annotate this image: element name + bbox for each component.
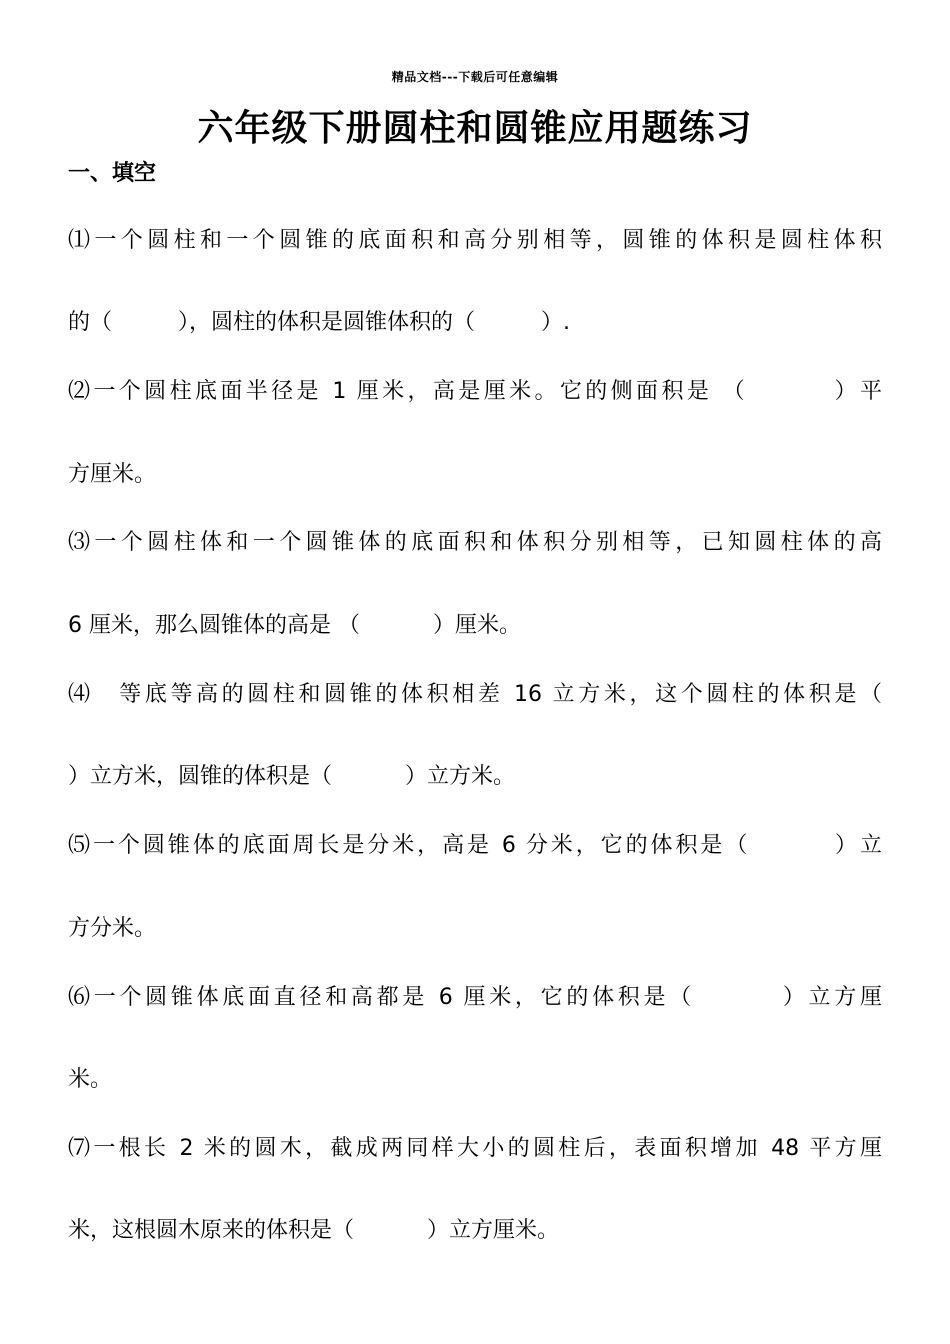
page-title: 六年级下册圆柱和圆锥应用题练习 — [197, 107, 753, 149]
question-4-line-1: ⑷ 等底等高的圆柱和圆锥的体积相差 16 立方米，这个圆柱的体积是（ — [68, 682, 882, 707]
header-note: 精品文档---下载后可任意编辑 — [391, 70, 559, 84]
question-7-line-1: ⑺一根长 2 米的圆木，截成两同样大小的圆柱后，表面积增加 48 平方厘 — [68, 1136, 882, 1161]
question-5-line-2: 方分米。 — [68, 916, 157, 941]
question-1-line-2: 的（ ），圆柱的体积是圆锥体积的（ ）. — [68, 310, 570, 335]
question-1-line-1: ⑴一个圆柱和一个圆锥的底面积和高分别相等，圆锥的体积是圆柱体积 — [68, 228, 882, 253]
question-4-line-2: ）立方米，圆锥的体积是（ ）立方米。 — [68, 764, 515, 789]
section-heading: 一、填空 — [68, 161, 157, 186]
question-3-line-1: ⑶一个圆柱体和一个圆锥体的底面积和体积分别相等，已知圆柱体的高 — [68, 530, 882, 555]
question-2-line-1: ⑵一个圆柱底面半径是 1 厘米，高是厘米。它的侧面积是 （ ）平 — [68, 379, 882, 404]
question-5-line-1: ⑸一个圆锥体的底面周长是分米，高是 6 分米，它的体积是（ ）立 — [68, 833, 882, 858]
question-2-line-2: 方厘米。 — [68, 462, 157, 487]
question-3-line-2: 6 厘米，那么圆锥体的高是 （ ）厘米。 — [68, 613, 521, 638]
question-7-line-2: 米，这根圆木原来的体积是（ ）立方厘米。 — [68, 1218, 559, 1243]
question-6-line-1: ⑹一个圆锥体底面直径和高都是 6 厘米，它的体积是（ ）立方厘 — [68, 985, 882, 1010]
question-6-line-2: 米。 — [68, 1067, 113, 1092]
